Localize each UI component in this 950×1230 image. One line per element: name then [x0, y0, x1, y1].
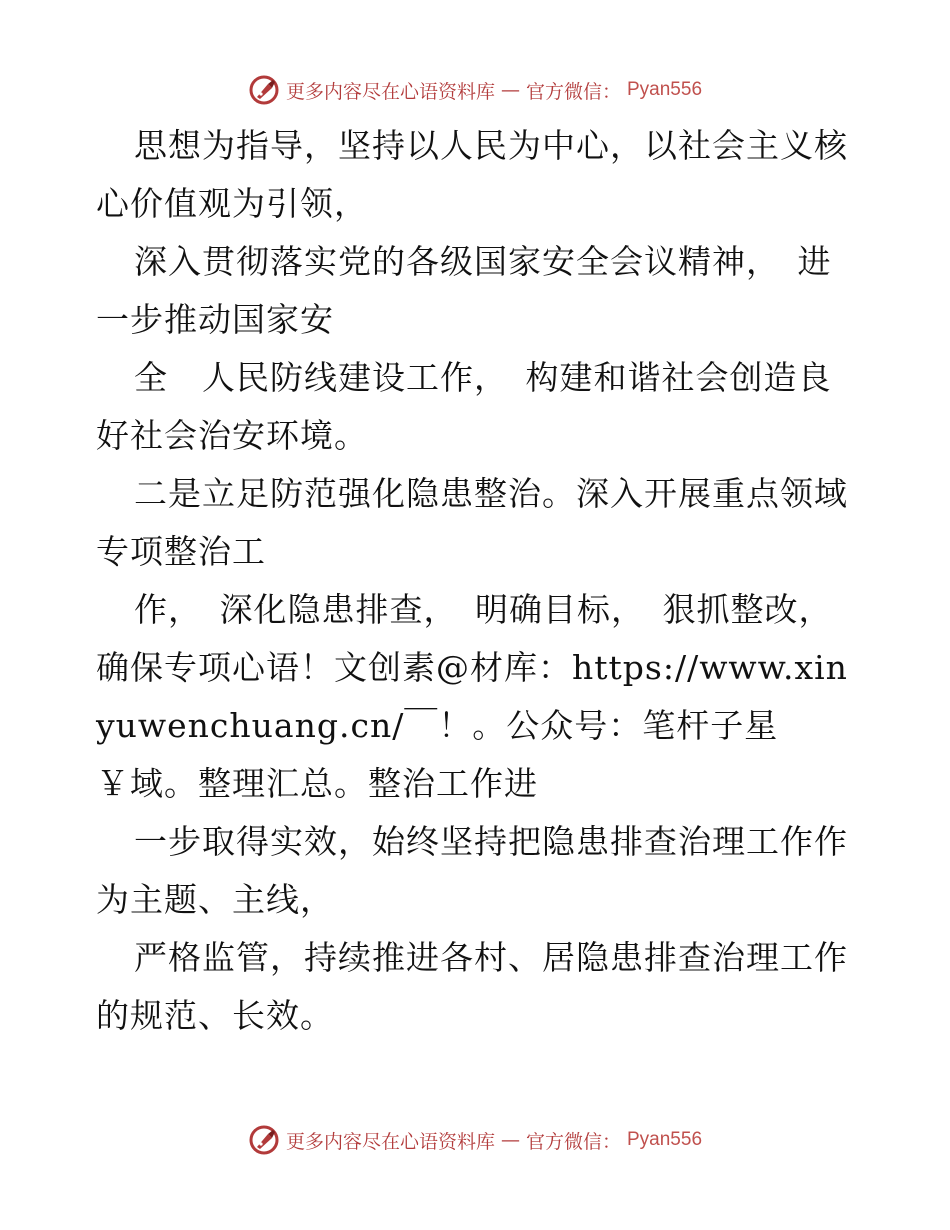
footer-wechat-handle: Pyan556 — [627, 1129, 703, 1150]
paragraph-5: 作， 深化隐患排查， 明确目标， 狠抓整改，确保专项心语！文创素@材库：https://www.xinyuwenchuang.cn/￣！。公众号：笔杆子星￥域。整理汇总。整治工作进 — [96, 590, 848, 803]
page-footer — [0, 1120, 950, 1160]
pen-nib-logo-icon — [248, 74, 280, 106]
header-banner-text: 更多内容尽在心语资料库 — [285, 80, 495, 103]
footer-wechat-label: 官方微信： — [525, 1130, 621, 1153]
footer-banner-text: 更多内容尽在心语资料库 — [285, 1130, 495, 1153]
paragraph-2: 深入贯彻落实党的各级国家安全会议精神， 进一步推动国家安 — [96, 242, 832, 339]
footer-separator: — — [500, 1129, 520, 1151]
header-separator: — — [500, 79, 520, 101]
header-wechat-handle: Pyan556 — [627, 79, 703, 100]
pen-nib-logo-icon — [248, 1124, 280, 1156]
paragraph-6: 一步取得实效，始终坚持把隐患排查治理工作作为主题、主线， — [96, 822, 848, 919]
footer-banner — [248, 1124, 702, 1156]
document-body — [96, 117, 856, 1045]
paragraph-1: 思想为指导，坚持以人民为中心，以社会主义核心价值观为引领， — [96, 126, 848, 223]
header-banner — [248, 74, 702, 106]
paragraph-3: 全 人民防线建设工作， 构建和谐社会创造良好社会治安环境。 — [96, 358, 832, 455]
page-header — [0, 70, 950, 110]
paragraph-4: 二是立足防范强化隐患整治。深入开展重点领域专项整治工 — [96, 474, 848, 571]
header-wechat-label: 官方微信： — [525, 80, 621, 103]
paragraph-7: 严格监管，持续推进各村、居隐患排查治理工作的规范、长效。 — [96, 938, 848, 1035]
